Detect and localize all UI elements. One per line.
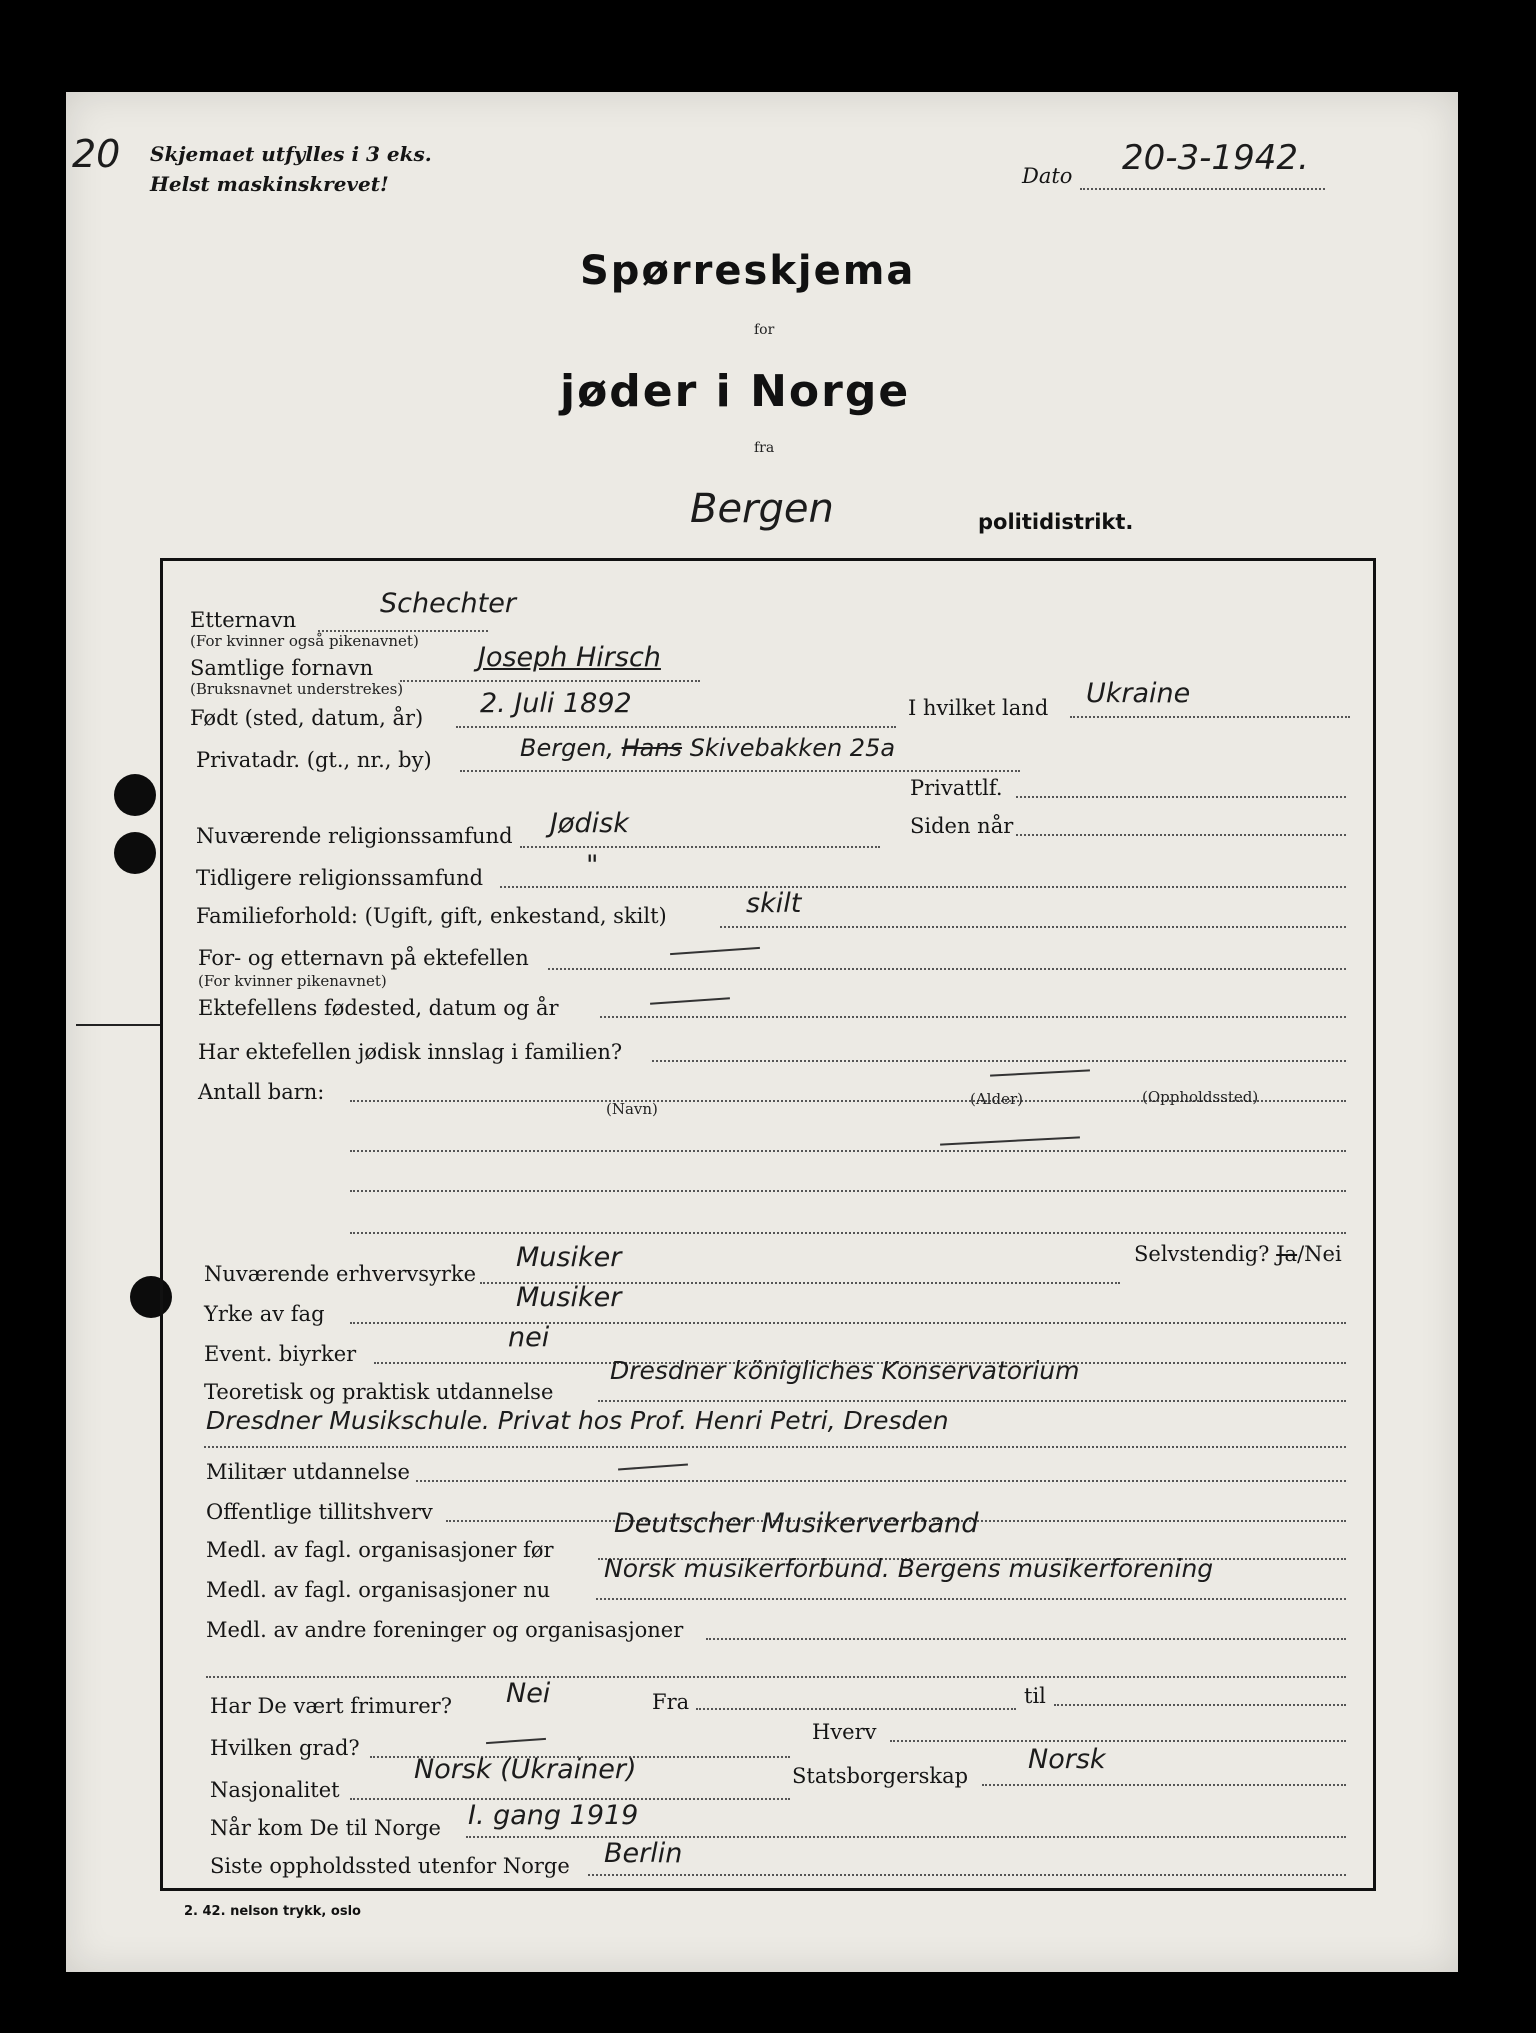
privatadr-line bbox=[460, 770, 1020, 772]
erhverv-value: Musiker bbox=[516, 1242, 622, 1273]
ektefelle-jodisk-line bbox=[652, 1060, 1346, 1062]
familie-line bbox=[720, 926, 1346, 928]
dato-line bbox=[1080, 188, 1325, 190]
org-for-value: Deutscher Musikerverband bbox=[614, 1508, 979, 1539]
fold-line bbox=[76, 1024, 162, 1026]
barn-navn-col: (Navn) bbox=[606, 1100, 658, 1118]
land-value: Ukraine bbox=[1086, 678, 1191, 709]
district-value: Bergen bbox=[690, 486, 834, 532]
grad-label: Hvilken grad? bbox=[210, 1736, 360, 1760]
familie-label: Familieforhold: (Ugift, gift, enkestand, skilt) bbox=[196, 904, 667, 928]
land-label: I hvilket land bbox=[908, 696, 1049, 720]
utdannelse-label: Teoretisk og praktisk utdannelse bbox=[204, 1380, 554, 1404]
privatadr-value bbox=[520, 734, 895, 762]
ektefelle-fodested-label: Ektefellens fødested, datum og år bbox=[198, 996, 559, 1020]
punch-hole-2 bbox=[114, 832, 156, 874]
etternavn-label: Etternavn bbox=[190, 608, 297, 632]
barn-opphold-col: (Oppholdssted) bbox=[1142, 1088, 1259, 1106]
frimurer-label: Har De vært frimurer? bbox=[210, 1694, 452, 1718]
title-for: for bbox=[754, 322, 775, 338]
norge-label: Når kom De til Norge bbox=[210, 1816, 441, 1840]
form-subtitle: jøder i Norge bbox=[560, 366, 911, 417]
page-number: 20 bbox=[72, 132, 121, 176]
title-fra: fra bbox=[754, 440, 775, 456]
statsborger-line bbox=[982, 1784, 1346, 1786]
siden-line bbox=[1016, 834, 1346, 836]
barn-alder-col: (Alder) bbox=[970, 1090, 1023, 1108]
dato-label: Dato bbox=[1022, 164, 1073, 188]
fag-line bbox=[350, 1322, 1346, 1324]
religion-label: Nuværende religionssamfund bbox=[196, 824, 513, 848]
biyrker-value: nei bbox=[508, 1322, 550, 1353]
til-line bbox=[1054, 1704, 1346, 1706]
fag-value: Musiker bbox=[516, 1282, 622, 1313]
district-label: politidistrikt. bbox=[978, 510, 1134, 534]
selvstendig-label bbox=[1134, 1242, 1342, 1266]
selvstendig-ja: Ja bbox=[1276, 1242, 1298, 1266]
selvstendig-question: Selvstendig? bbox=[1134, 1242, 1270, 1266]
erhverv-label: Nuværende erhvervsyrke bbox=[204, 1262, 477, 1286]
siste-label: Siste oppholdssted utenfor Norge bbox=[210, 1854, 570, 1878]
fag-label: Yrke av fag bbox=[204, 1302, 325, 1326]
statsborger-label: Statsborgerskap bbox=[792, 1764, 969, 1788]
privattlf-label: Privattlf. bbox=[910, 776, 1003, 800]
org-nu-line bbox=[596, 1598, 1346, 1600]
ektefelle-sub: (For kvinner pikenavnet) bbox=[198, 972, 387, 990]
fornavn-label: Samtlige fornavn bbox=[190, 656, 374, 680]
barn-line-4 bbox=[350, 1232, 1346, 1234]
land-line bbox=[1070, 716, 1350, 718]
dato-value: 20-3-1942. bbox=[1122, 138, 1309, 178]
barn-label: Antall barn: bbox=[198, 1080, 325, 1104]
etternavn-value: Schechter bbox=[380, 588, 516, 619]
privatadr-label: Privatadr. (gt., nr., by) bbox=[196, 748, 432, 772]
fornavn-sub: (Bruksnavnet understrekes) bbox=[190, 680, 404, 698]
til-label: til bbox=[1024, 1684, 1046, 1708]
militaer-line bbox=[416, 1480, 1346, 1482]
statsborger-value: Norsk bbox=[1028, 1744, 1106, 1775]
fodt-line bbox=[456, 726, 896, 728]
printer-imprint: 2. 42. nelson trykk, oslo bbox=[184, 1904, 361, 1919]
org-nu-value: Norsk musikerforbund. Bergens musikerforening bbox=[604, 1554, 1214, 1583]
hverv-label: Hverv bbox=[812, 1720, 877, 1744]
utdannelse-value-2: Dresdner Musikschule. Privat hos Prof. Henri Petri, Dresden bbox=[206, 1406, 949, 1435]
biyrker-label: Event. biyrker bbox=[204, 1342, 357, 1366]
tidl-religion-value: " bbox=[586, 850, 599, 881]
nasjonalitet-label: Nasjonalitet bbox=[210, 1778, 340, 1802]
familie-value: skilt bbox=[746, 888, 802, 919]
andre-org-line bbox=[706, 1638, 1346, 1640]
nasjonalitet-value: Norsk (Ukrainer) bbox=[414, 1754, 637, 1785]
instruction-copies: Skjemaet utfylles i 3 eks. bbox=[150, 142, 432, 166]
andre-org-label: Medl. av andre foreninger og organisasjoner bbox=[206, 1618, 684, 1642]
fodt-label: Født (sted, datum, år) bbox=[190, 706, 424, 730]
punch-hole-1 bbox=[114, 774, 156, 816]
norge-line bbox=[466, 1836, 1346, 1838]
fra-label: Fra bbox=[652, 1690, 690, 1714]
fra-line bbox=[696, 1708, 1016, 1710]
instruction-typed: Helst maskinskrevet! bbox=[150, 172, 389, 196]
siden-label: Siden når bbox=[910, 814, 1014, 838]
siste-value: Berlin bbox=[604, 1838, 683, 1869]
etternavn-line bbox=[318, 630, 488, 632]
hverv-line bbox=[890, 1740, 1346, 1742]
ektefelle-line bbox=[548, 968, 1346, 970]
ektefelle-jodisk-label: Har ektefellen jødisk innslag i familien? bbox=[198, 1040, 623, 1064]
utdannelse-value-1: Dresdner königliches Konservatorium bbox=[610, 1356, 1080, 1385]
etternavn-sub: (For kvinner også pikenavnet) bbox=[190, 632, 419, 650]
selvstendig-nei: /Nei bbox=[1297, 1242, 1342, 1266]
frimurer-value: Nei bbox=[506, 1678, 551, 1709]
militaer-label: Militær utdannelse bbox=[206, 1460, 410, 1484]
ektefelle-label: For- og etternavn på ektefellen bbox=[198, 946, 529, 970]
fodt-value: 2. Juli 1892 bbox=[480, 688, 632, 719]
andre-org-line-2 bbox=[206, 1676, 1346, 1678]
org-nu-label: Medl. av fagl. organisasjoner nu bbox=[206, 1578, 551, 1602]
privattlf-line bbox=[1016, 796, 1346, 798]
tidl-religion-label: Tidligere religionssamfund bbox=[196, 866, 484, 890]
privatadr-value-b: Skivebakken 25a bbox=[689, 734, 896, 762]
privatadr-value-a: Bergen, bbox=[520, 734, 614, 762]
norge-value: I. gang 1919 bbox=[468, 1800, 639, 1831]
barn-line-3 bbox=[350, 1190, 1346, 1192]
fornavn-value: Joseph Hirsch bbox=[478, 642, 661, 673]
religion-line bbox=[520, 846, 880, 848]
form-title: Spørreskjema bbox=[580, 248, 916, 294]
ektefelle-fodested-line bbox=[600, 1016, 1346, 1018]
privatadr-value-struck: Hans bbox=[621, 734, 683, 762]
tidl-religion-line bbox=[500, 886, 1346, 888]
tillit-label: Offentlige tillitshverv bbox=[206, 1500, 433, 1524]
fornavn-line bbox=[400, 680, 700, 682]
utdannelse-line bbox=[598, 1400, 1346, 1402]
religion-value: Jødisk bbox=[550, 808, 629, 839]
siste-line bbox=[588, 1874, 1346, 1876]
utdannelse-line-2 bbox=[204, 1446, 1346, 1448]
barn-line-2 bbox=[350, 1150, 1346, 1152]
org-for-label: Medl. av fagl. organisasjoner før bbox=[206, 1538, 554, 1562]
